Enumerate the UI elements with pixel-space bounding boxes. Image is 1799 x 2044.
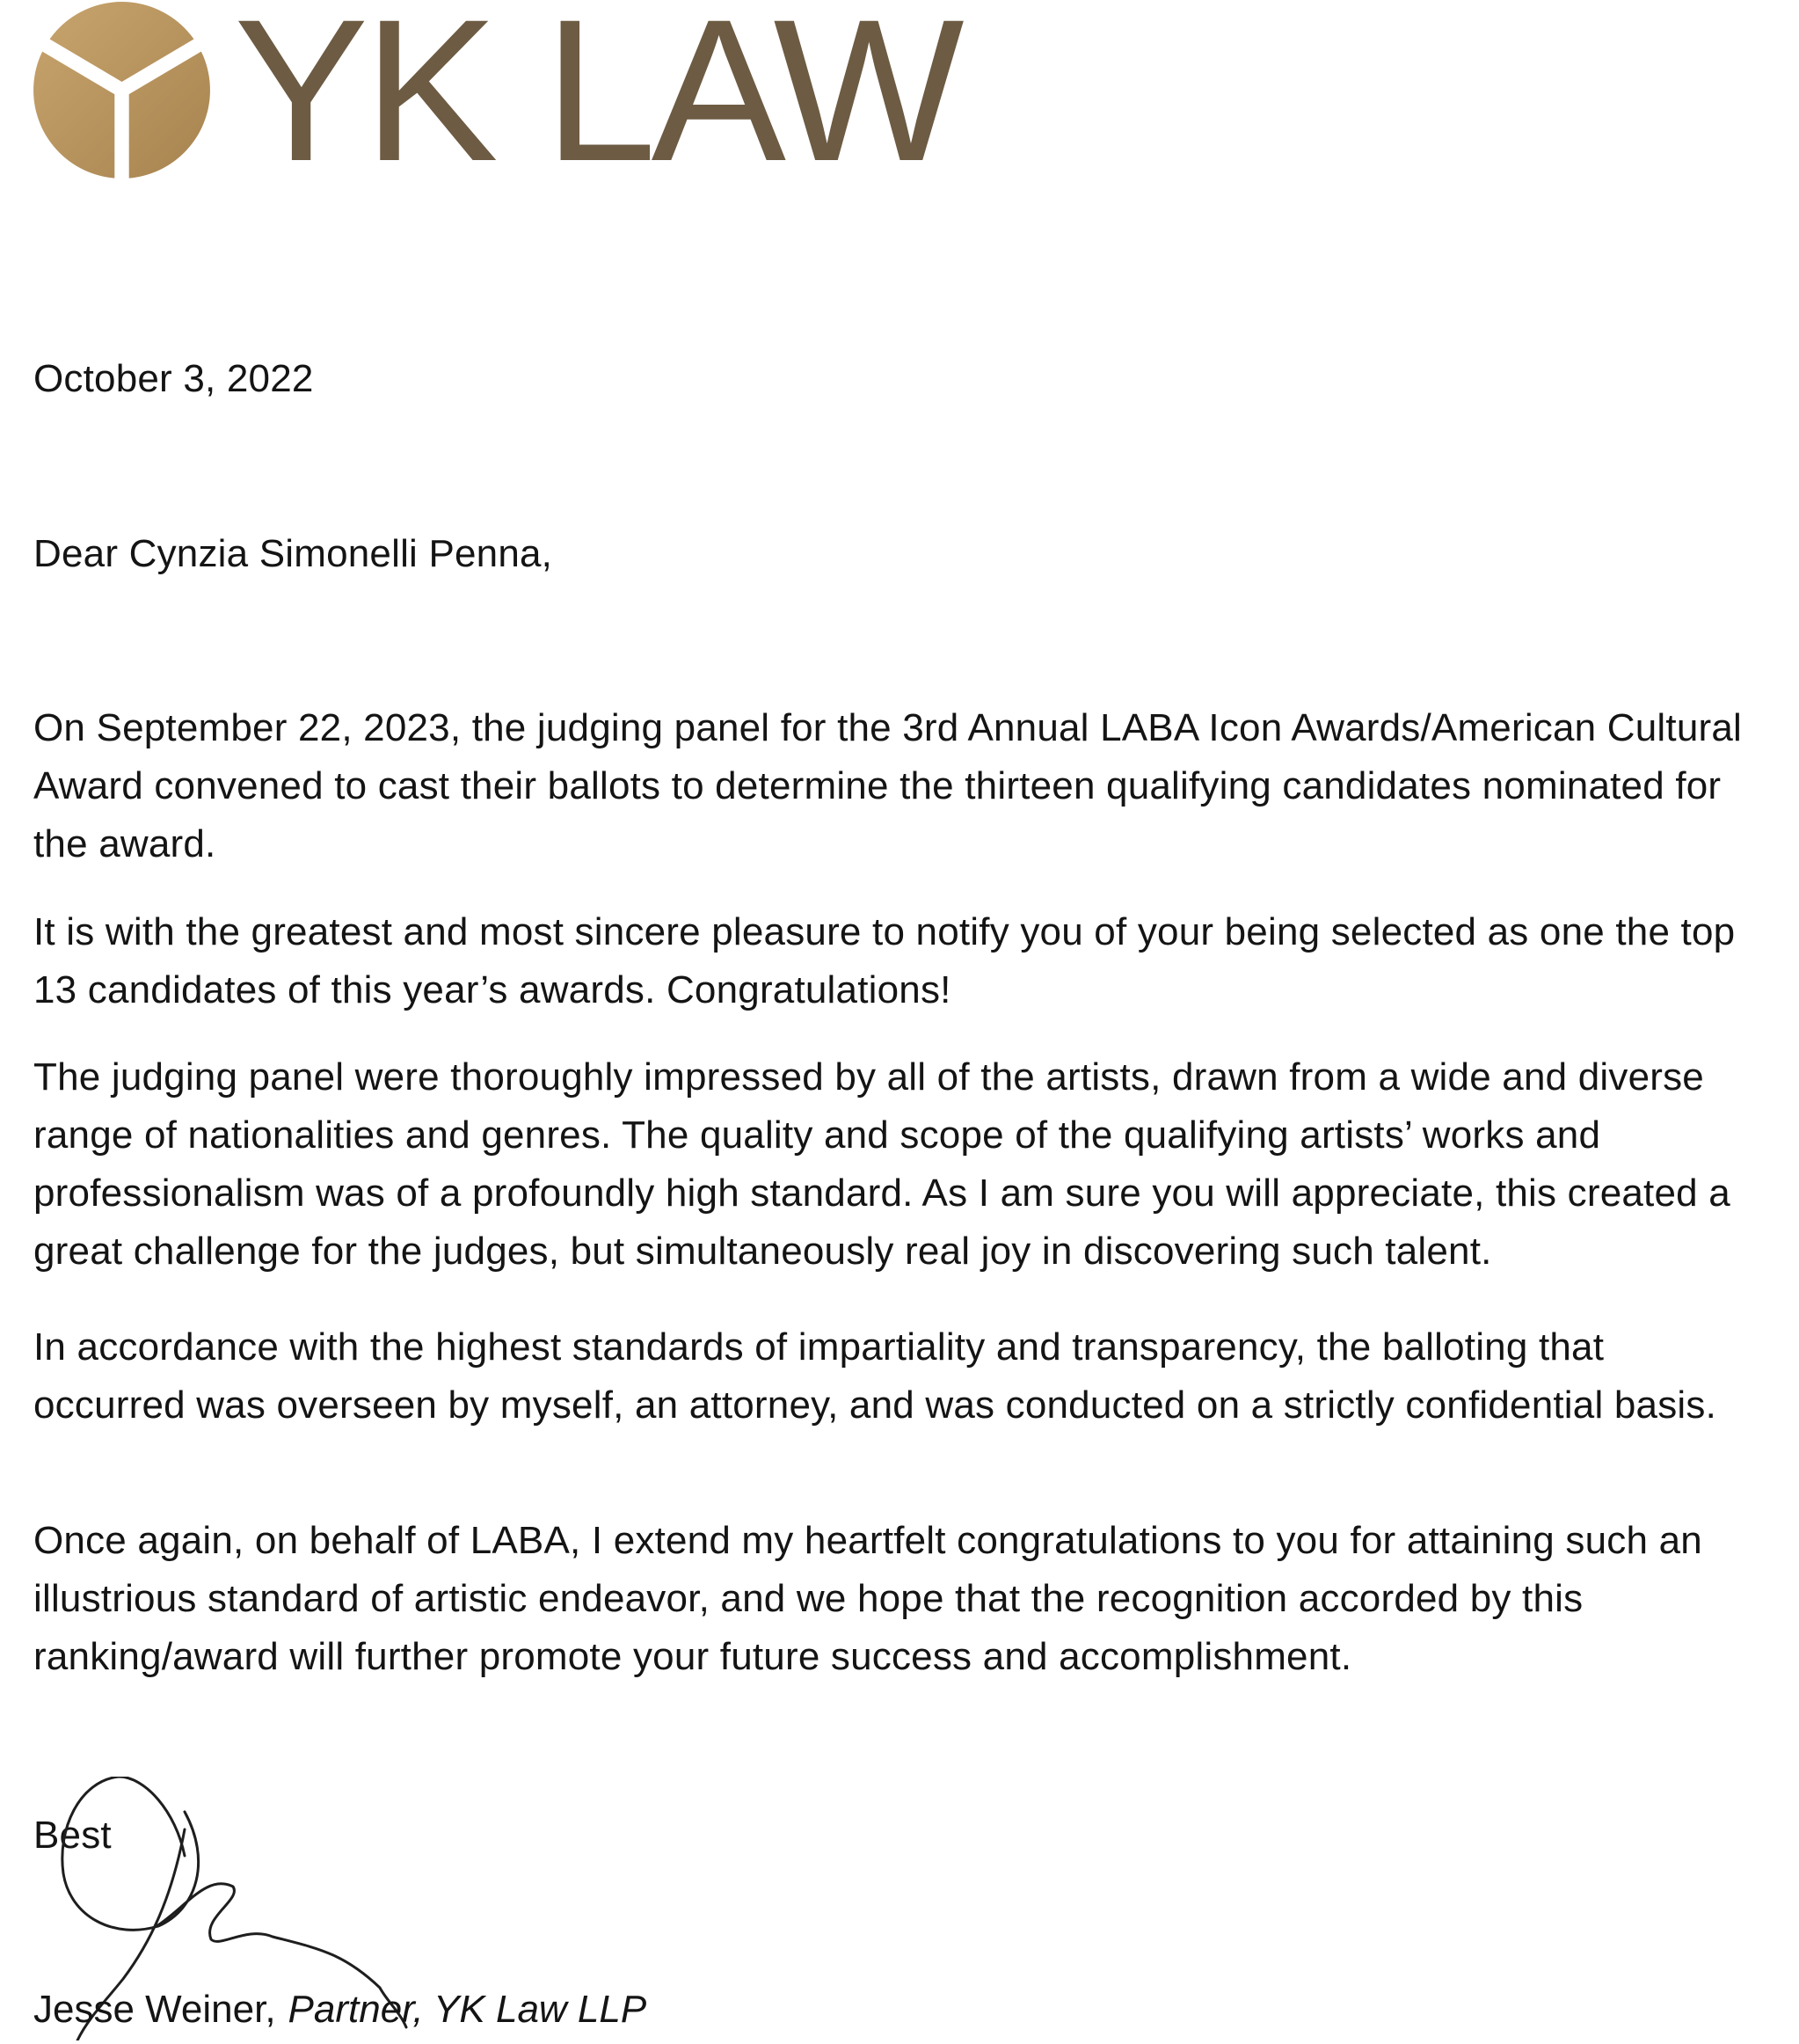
body-paragraph: It is with the greatest and most sincere pleasure to notify you of your being selected as one the top 13 candidates of this year’s awards. Congratulations! [33,910,1736,1011]
body-paragraph: On September 22, 2023, the judging panel for the 3rd Annual LABA Icon Awards/American Cultural Award convened to cast their ballots to determine the thirteen qualifying candidates nominated for the award. [33,706,1742,865]
body-paragraph: The judging panel were thoroughly impressed by all of the artists, drawn from a wide and diverse range of nationalities and genres. The quality and scope of the qualifying artists’ works and professionalism was of a profoundly high standard. As I am sure you will appreciate, this created a great challenge for the judges, but simultaneously real joy in discovering such talent. [33,1055,1730,1273]
firm-name-logotype: YK LAW [234,0,959,203]
letterhead [32,0,1060,203]
letter-date: October 3, 2022 [33,357,314,400]
signer-title: Partner, YK Law LLP [288,1988,647,2031]
signer-name: Jesse Weiner, [33,1988,276,2031]
closing: Best [33,1814,112,1857]
body-paragraph: Once again, on behalf of LABA, I extend my heartfelt congratulations to you for attaining such an illustrious standard of artistic endeavor, and we hope that the recognition accorded by this ranking/award will further promote your future success and accomplishment. [33,1519,1702,1678]
signature-line [33,1981,646,2039]
yk-law-logo-icon [32,0,212,180]
body-paragraph: In accordance with the highest standards of impartiality and transparency, the balloting that occurred was overseen by myself, an attorney, and was conducted on a strictly confidential basis. [33,1325,1716,1427]
salutation: Dear Cynzia Simonelli Penna, [33,532,553,575]
